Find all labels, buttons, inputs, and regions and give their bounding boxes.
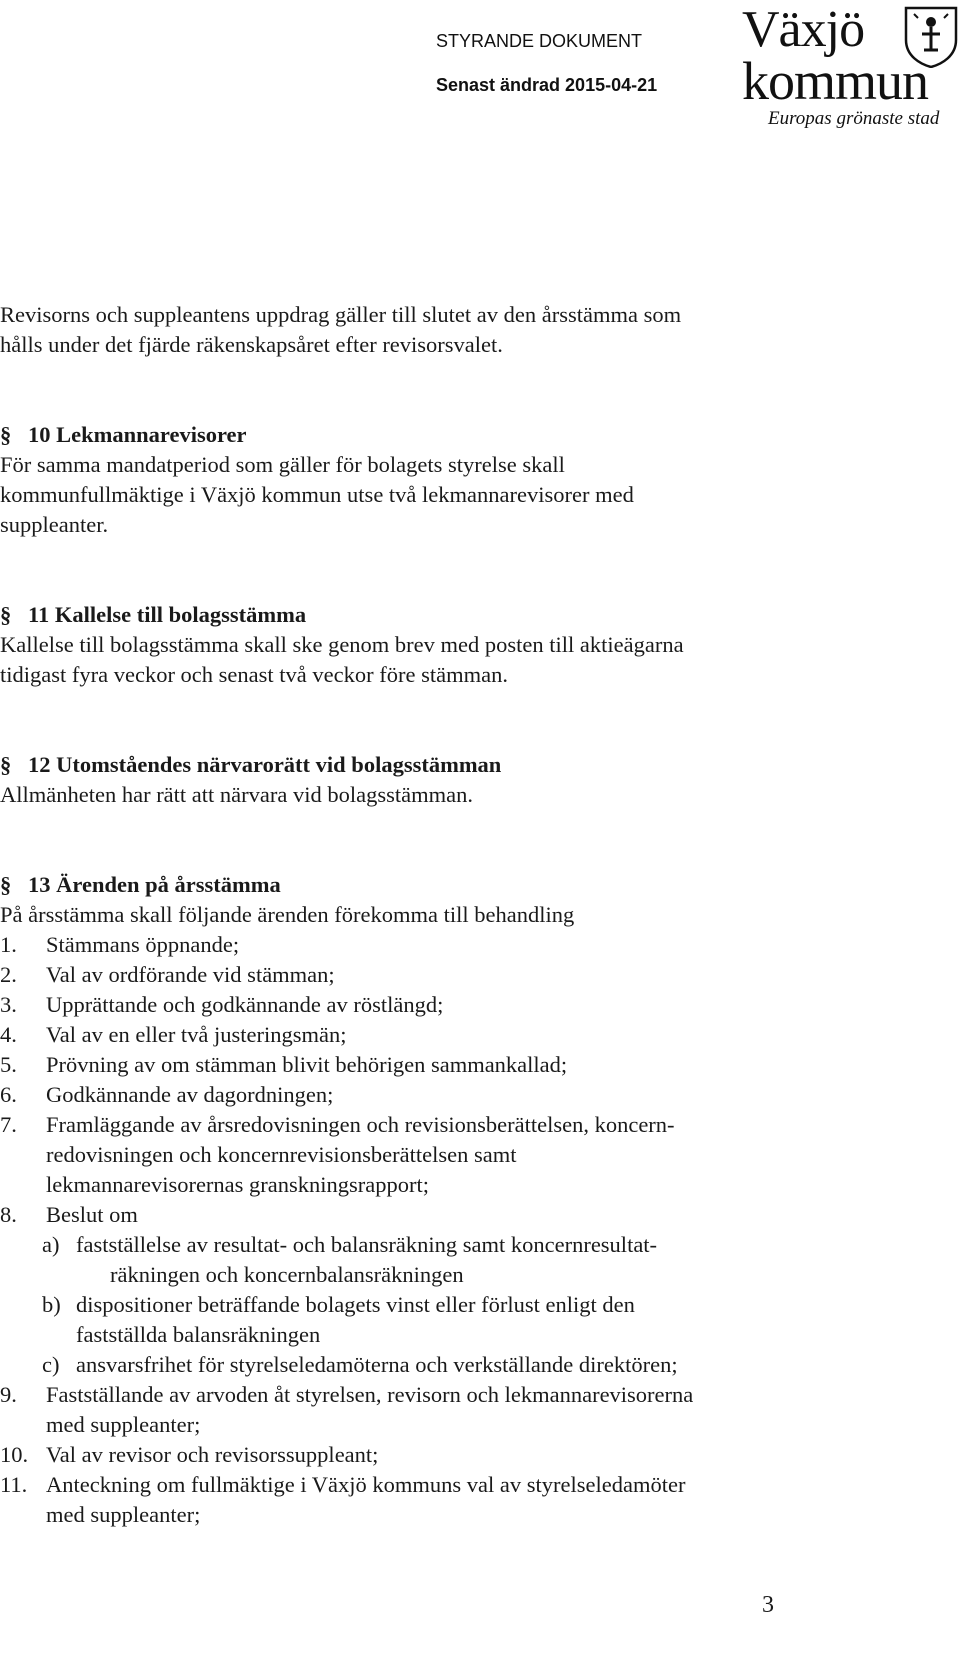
section-title: 12 Utomståendes närvarorätt vid bolagsstämman bbox=[28, 752, 502, 777]
section-sign: § bbox=[0, 602, 12, 627]
section-heading bbox=[0, 600, 940, 630]
document-header bbox=[436, 30, 657, 96]
list-number: 4. bbox=[0, 1022, 17, 1047]
list-item bbox=[0, 1050, 940, 1080]
list-text: Prövning av om stämman blivit behörigen sammankallad; bbox=[46, 1052, 568, 1077]
sub-list-text-line: fastställda balansräkningen bbox=[76, 1322, 321, 1347]
list-item bbox=[0, 1200, 940, 1230]
document-type: STYRANDE DOKUMENT bbox=[436, 31, 643, 51]
sub-list-text-line: dispositioner beträffande bolagets vinst eller förlust enligt den bbox=[76, 1292, 635, 1317]
sub-list-letter: c) bbox=[42, 1352, 60, 1377]
sub-list-text bbox=[76, 1230, 940, 1290]
list-number: 2. bbox=[0, 962, 17, 987]
list-number: 10. bbox=[0, 1442, 29, 1467]
section-line: På årsstämma skall följande ärenden förekomma till behandling bbox=[0, 902, 575, 927]
page-number: 3 bbox=[762, 1592, 774, 1618]
section-title: 11 Kallelse till bolagsstämma bbox=[28, 602, 307, 627]
section-heading bbox=[0, 870, 940, 900]
list-text: Upprättande och godkännande av röstlängd; bbox=[46, 992, 444, 1017]
sub-list-letter: b) bbox=[42, 1292, 61, 1317]
list-text bbox=[46, 1470, 940, 1530]
list-number: 11. bbox=[0, 1472, 28, 1497]
sub-list-letter: a) bbox=[42, 1232, 60, 1257]
section-line: För samma mandatperiod som gäller för bolagets styrelse skall bbox=[0, 452, 565, 477]
sub-list-text: ansvarsfrihet för styrelseledamöterna och verkställande direktören; bbox=[76, 1352, 678, 1377]
list-item bbox=[0, 1080, 940, 1110]
section-12 bbox=[0, 750, 940, 810]
list-text: Val av revisor och revisorssuppleant; bbox=[46, 1442, 379, 1467]
section-title: 10 Lekmannarevisorer bbox=[28, 422, 247, 447]
document-body bbox=[0, 300, 940, 1530]
list-text bbox=[46, 1110, 940, 1200]
list-text-line: lekmannarevisorernas granskningsrapport; bbox=[46, 1172, 430, 1197]
section-sign: § bbox=[0, 752, 12, 777]
coat-of-arms-icon bbox=[902, 6, 960, 68]
last-changed-date: Senast ändrad 2015-04-21 bbox=[436, 75, 658, 95]
logo-word-vaxjo: Växjö bbox=[742, 1, 865, 58]
section-heading bbox=[0, 750, 940, 780]
section-heading bbox=[0, 420, 940, 450]
list-number: 1. bbox=[0, 932, 17, 957]
section-sign: § bbox=[0, 872, 12, 897]
section-line: tidigast fyra veckor och senast två veckor före stämman. bbox=[0, 662, 508, 687]
section-line: Allmänheten har rätt att närvara vid bolagsstämman. bbox=[0, 782, 473, 807]
section-title: 13 Ärenden på årsstämma bbox=[28, 872, 281, 897]
list-number: 7. bbox=[0, 1112, 17, 1137]
section-13 bbox=[0, 870, 940, 1530]
sub-list-item bbox=[0, 1290, 940, 1350]
section-10 bbox=[0, 420, 940, 540]
section-line: Kallelse till bolagsstämma skall ske genom brev med posten till aktieägarna bbox=[0, 632, 684, 657]
list-number: 8. bbox=[0, 1202, 17, 1227]
list-number: 9. bbox=[0, 1382, 17, 1407]
list-text: Beslut om bbox=[46, 1202, 138, 1227]
sub-list-text-line: fastställelse av resultat- och balansräkning samt koncernresultat- bbox=[76, 1232, 658, 1257]
section-line: suppleanter. bbox=[0, 512, 109, 537]
list-text bbox=[46, 1380, 940, 1440]
list-item bbox=[0, 1440, 940, 1470]
list-text-line: med suppleanter; bbox=[46, 1412, 201, 1437]
list-item bbox=[0, 1380, 940, 1440]
list-number: 3. bbox=[0, 992, 17, 1017]
list-text-line: Anteckning om fullmäktige i Växjö kommuns val av styrelseledamöter bbox=[46, 1472, 686, 1497]
section-sign: § bbox=[0, 422, 12, 447]
list-text-line: redovisningen och koncernrevisionsberättelsen samt bbox=[46, 1142, 517, 1167]
intro-line-2: hålls under det fjärde räkenskapsåret efter revisorsvalet. bbox=[0, 332, 503, 357]
sub-list-text-line: räkningen och koncernbalansräkningen bbox=[110, 1262, 464, 1287]
section-line: kommunfullmäktige i Växjö kommun utse två lekmannarevisorer med bbox=[0, 482, 634, 507]
list-item bbox=[0, 1470, 940, 1530]
list-text: Val av ordförande vid stämman; bbox=[46, 962, 335, 987]
list-number: 5. bbox=[0, 1052, 17, 1077]
intro-line-1: Revisorns och suppleantens uppdrag gäller till slutet av den årsstämma som bbox=[0, 302, 682, 327]
list-text: Val av en eller två justeringsmän; bbox=[46, 1022, 347, 1047]
list-item bbox=[0, 960, 940, 990]
list-text-line: med suppleanter; bbox=[46, 1502, 201, 1527]
logo-word-kommun: kommun bbox=[742, 51, 929, 111]
section-11 bbox=[0, 600, 940, 690]
sub-list-text bbox=[76, 1290, 940, 1350]
list-text-line: Framläggande av årsredovisningen och revisionsberättelsen, koncern- bbox=[46, 1112, 675, 1137]
list-item bbox=[0, 990, 940, 1020]
list-text-line: Fastställande av arvoden åt styrelsen, revisorn och lekmannarevisorerna bbox=[46, 1382, 694, 1407]
logo-tagline: Europas grönaste stad bbox=[768, 108, 940, 129]
list-item bbox=[0, 1020, 940, 1050]
list-item bbox=[0, 930, 940, 960]
list-text: Godkännande av dagordningen; bbox=[46, 1082, 334, 1107]
agenda-list bbox=[0, 930, 940, 1530]
list-item bbox=[0, 1110, 940, 1200]
vaxjo-kommun-logo bbox=[742, 1, 960, 132]
list-text: Stämmans öppnande; bbox=[46, 932, 240, 957]
sub-list-item bbox=[0, 1350, 940, 1380]
list-number: 6. bbox=[0, 1082, 17, 1107]
sub-list-item bbox=[0, 1230, 940, 1290]
